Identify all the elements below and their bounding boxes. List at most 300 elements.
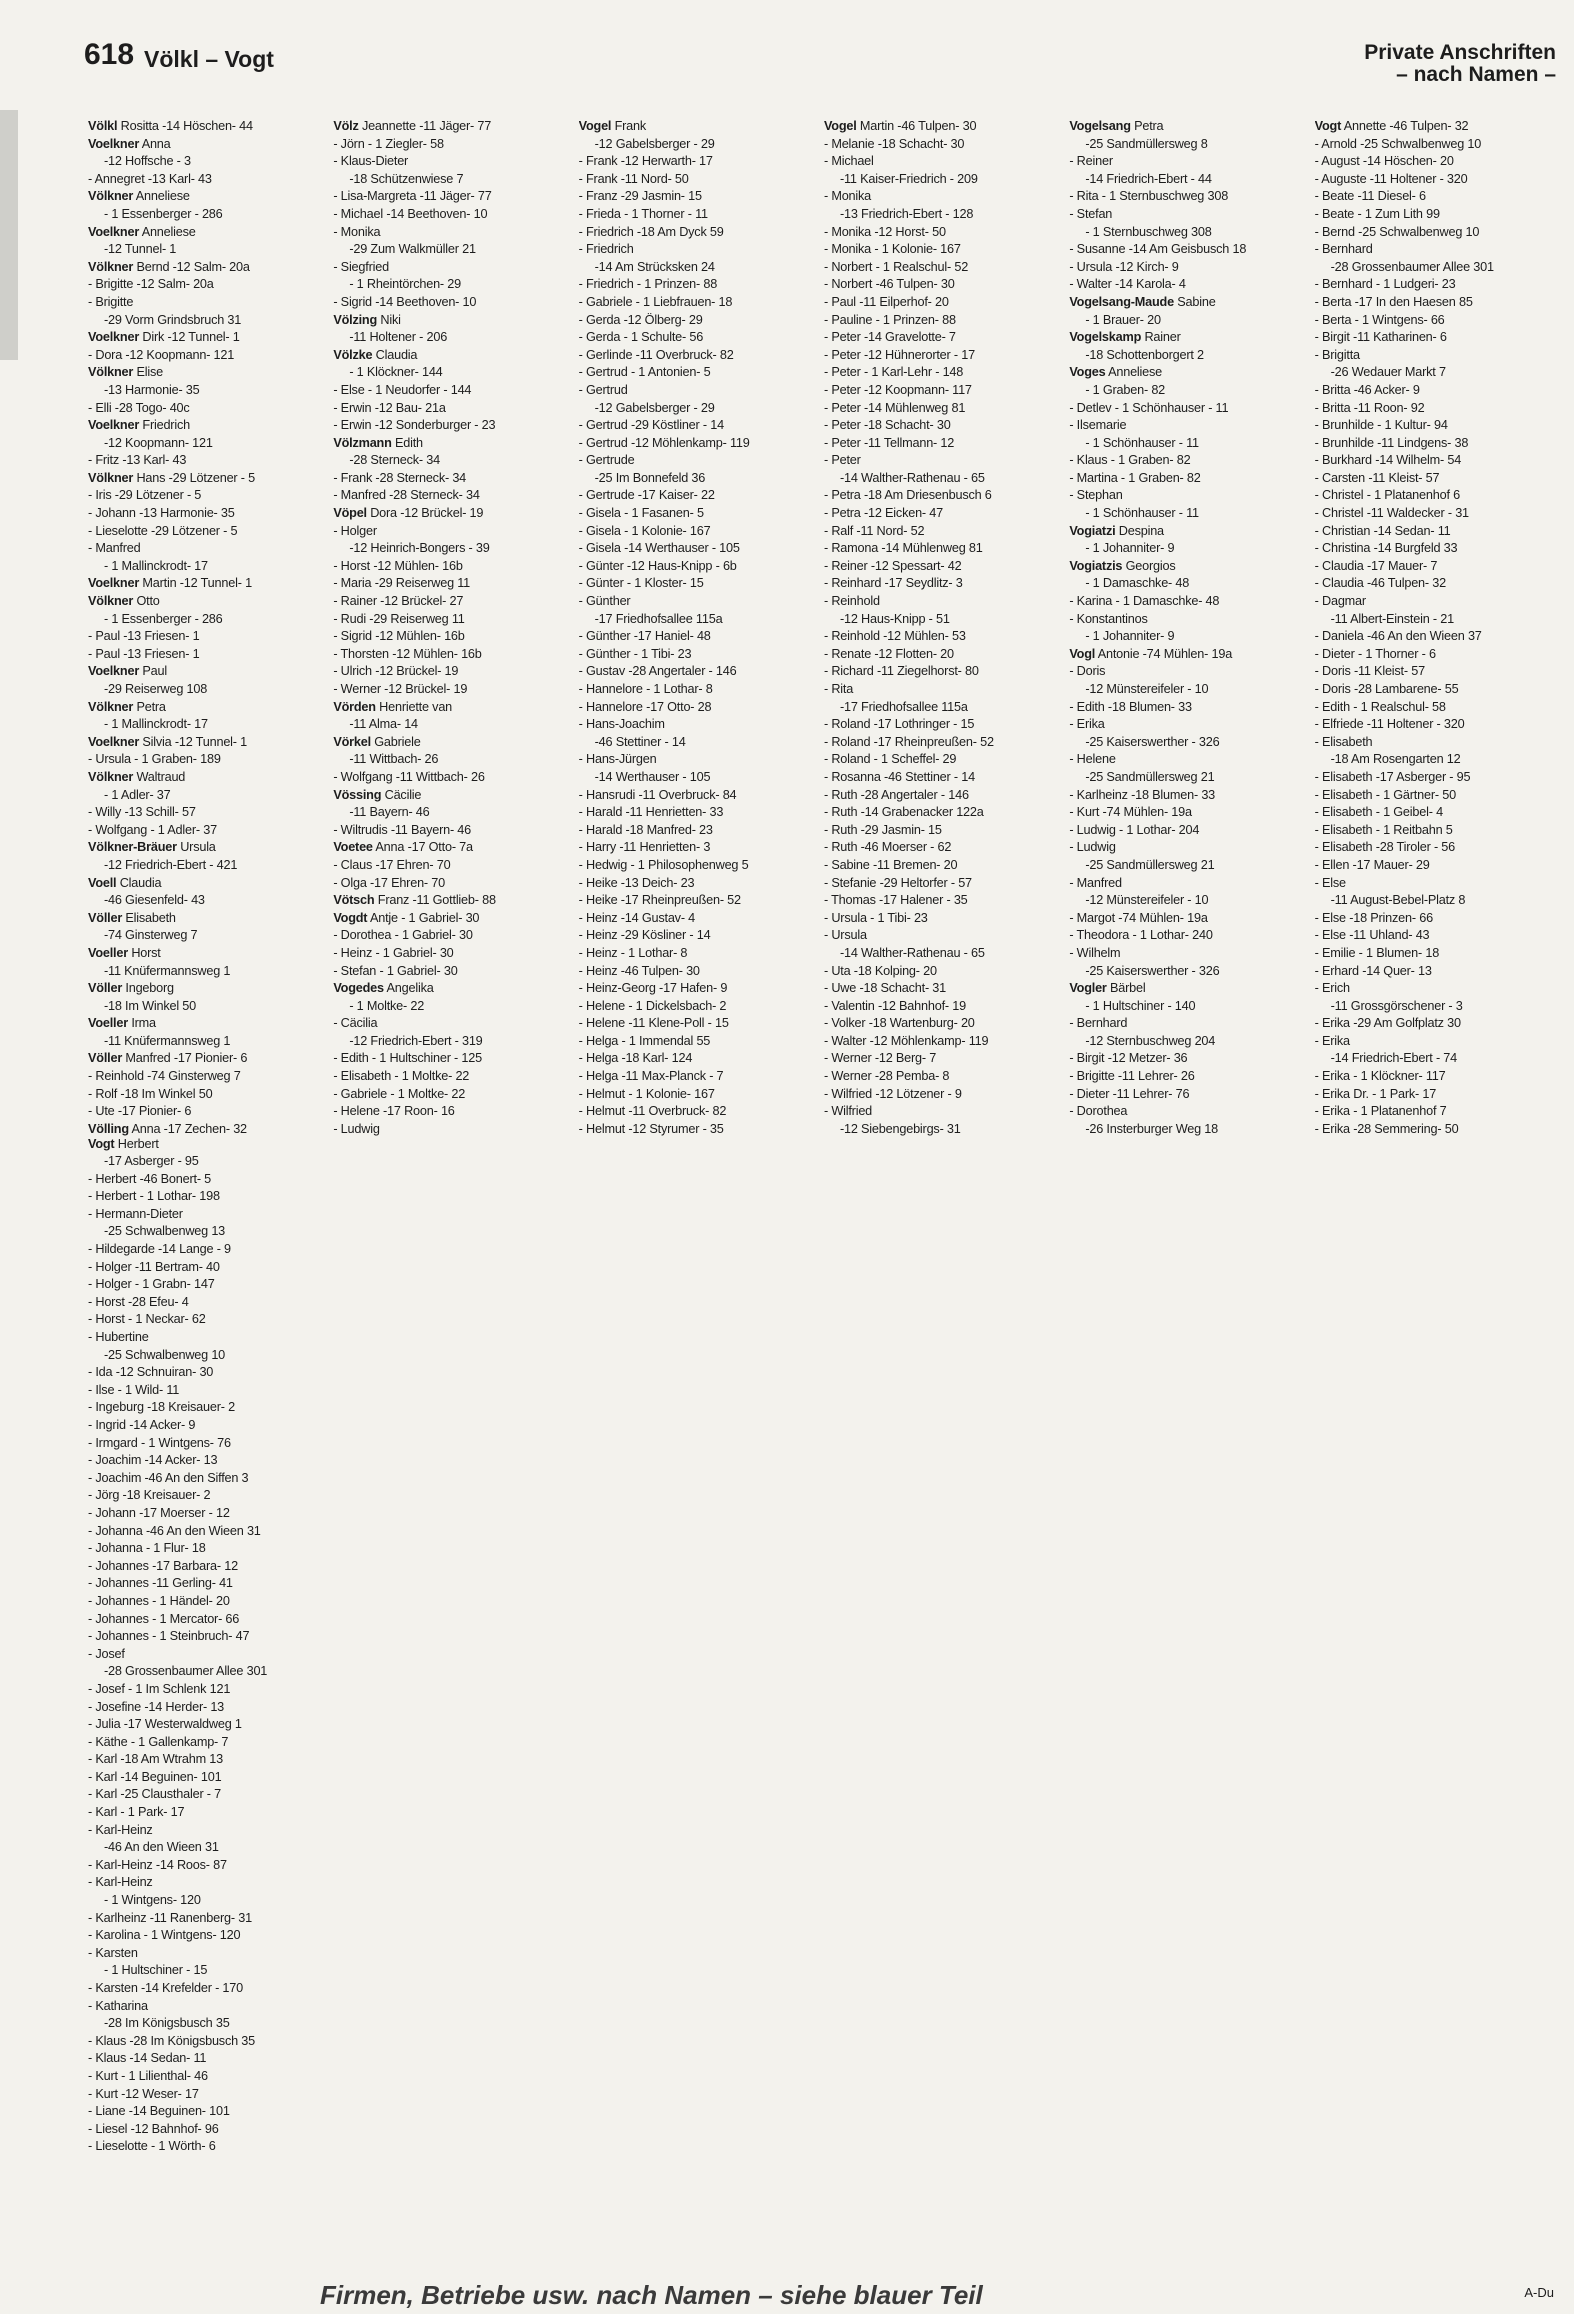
directory-entry xyxy=(1315,259,1550,277)
entry-text: Despina xyxy=(1118,523,1164,538)
entry-text: - August -14 Höschen- 20 xyxy=(1314,154,1454,169)
directory-entry xyxy=(88,1223,323,1241)
entry-text: - Irmgard - 1 Wintgens- 76 xyxy=(88,1435,231,1450)
entry-text: - Rudi -29 Reiserweg 11 xyxy=(333,611,465,626)
directory-entry xyxy=(579,1121,814,1136)
entry-text: - Karsten -14 Krefelder - 170 xyxy=(88,1981,243,1995)
entry-text: - Gerlinde -11 Overbruck- 82 xyxy=(578,347,734,362)
directory-entry xyxy=(1315,628,1550,646)
directory-entry xyxy=(579,839,814,857)
directory-entry xyxy=(579,558,814,576)
directory-entry xyxy=(88,1136,323,1154)
entry-text: - Britta -11 Roon- 92 xyxy=(1314,400,1425,415)
directory-entry xyxy=(88,312,323,330)
entry-text: Petra xyxy=(136,699,166,714)
directory-entry xyxy=(1315,998,1550,1016)
directory-entry xyxy=(1315,153,1550,171)
directory-entry xyxy=(88,206,323,224)
directory-entry xyxy=(88,1206,323,1224)
entry-text: - Peter -12 Hühnerorter - 17 xyxy=(823,347,975,362)
directory-entry xyxy=(333,329,568,347)
directory-entry xyxy=(1315,188,1550,206)
entry-text: - Helga - 1 Immendal 55 xyxy=(578,1033,711,1048)
entry-text: - Liesel -12 Bahnhof- 96 xyxy=(88,2121,219,2136)
surname: Voelkner xyxy=(88,224,140,239)
directory-entry xyxy=(88,1103,323,1121)
directory-entry xyxy=(1069,558,1304,576)
entry-text: - Burkhard -14 Wilhelm- 54 xyxy=(1314,453,1462,468)
entry-text: - Gertrude -17 Kaiser- 22 xyxy=(578,488,715,503)
entry-text: - Klaus-Dieter xyxy=(333,154,409,169)
entry-text: - Petra -18 Am Driesenbusch 6 xyxy=(823,488,992,503)
entry-text: -74 Ginsterweg 7 xyxy=(104,928,198,943)
directory-entry xyxy=(333,734,568,752)
entry-text: - Lieselotte - 1 Wörth- 6 xyxy=(88,2139,216,2153)
entry-text: - Doris -28 Lambarene- 55 xyxy=(1314,682,1459,696)
entry-text: -14 Am Strücksken 24 xyxy=(594,259,715,274)
entry-text: - Klaus -28 Im Königsbusch 35 xyxy=(88,2033,255,2048)
entry-text: - Johann -17 Moerser - 12 xyxy=(88,1505,230,1520)
entry-text: - Josef - 1 Im Schlenk 121 xyxy=(88,1681,231,1696)
entry-text: - Hermann-Dieter xyxy=(88,1206,183,1221)
entry-text: -28 Im Königsbusch 35 xyxy=(104,2016,230,2031)
directory-entry xyxy=(88,963,323,981)
entry-text: - Helene -17 Roon- 16 xyxy=(333,1104,455,1119)
directory-entry xyxy=(1315,400,1550,418)
entry-text: - Volker -18 Wartenburg- 20 xyxy=(823,1016,975,1031)
entry-text: - Johannes -17 Barbara- 12 xyxy=(88,1558,238,1573)
entry-text: - Ellen -17 Mauer- 29 xyxy=(1314,857,1430,872)
entry-text: - Manfred xyxy=(88,541,141,556)
entry-text: - Erich xyxy=(1314,981,1350,996)
entry-text: - Heinz -46 Tulpen- 30 xyxy=(578,963,700,978)
directory-entry xyxy=(579,417,814,435)
directory-entry xyxy=(824,945,1059,963)
directory-entry xyxy=(333,312,568,330)
entry-text: - Erika -28 Semmering- 50 xyxy=(1314,1121,1459,1136)
surname: Vörkel xyxy=(333,734,371,749)
directory-entry xyxy=(88,998,323,1016)
entry-text: - Peter -11 Tellmann- 12 xyxy=(823,435,955,450)
directory-entry xyxy=(88,1033,323,1051)
directory-entry xyxy=(88,1716,323,1734)
entry-text: - Josefine -14 Herder- 13 xyxy=(88,1699,225,1714)
directory-entry xyxy=(1315,716,1550,734)
directory-entry xyxy=(579,716,814,734)
entry-text: - Brigitta xyxy=(1314,347,1360,362)
directory-entry xyxy=(579,787,814,805)
directory-entry xyxy=(88,1435,323,1453)
entry-text: - Helene -11 Klene-Poll - 15 xyxy=(578,1016,729,1031)
entry-text: - Erwin -12 Bau- 21a xyxy=(333,400,446,415)
entry-text: Dora -12 Brückel- 19 xyxy=(370,506,484,521)
directory-entry xyxy=(1069,294,1304,312)
directory-entry xyxy=(88,1628,323,1646)
entry-text: - Peter xyxy=(823,453,861,468)
entry-text: - Iris -29 Lötzener - 5 xyxy=(88,488,202,503)
directory-entry xyxy=(333,663,568,681)
directory-entry xyxy=(1315,347,1550,365)
directory-entry xyxy=(579,1033,814,1051)
directory-entry xyxy=(1069,769,1304,787)
directory-entry xyxy=(333,927,568,945)
entry-text: - Erika - 1 Klöckner- 117 xyxy=(1314,1069,1446,1084)
directory-entry xyxy=(88,558,323,576)
entry-text: - Johanna - 1 Flur- 18 xyxy=(88,1541,206,1556)
directory-entry xyxy=(88,822,323,840)
entry-text: - Gertrud - 1 Antonien- 5 xyxy=(578,365,711,380)
entry-text: - Else -18 Prinzen- 66 xyxy=(1314,910,1433,925)
entry-text: - Johann -13 Harmonie- 35 xyxy=(88,506,235,521)
directory-entry xyxy=(1315,822,1550,840)
entry-text: -11 Knüfermannsweg 1 xyxy=(104,963,231,978)
entry-text: Irma xyxy=(131,1016,156,1031)
directory-entry xyxy=(88,1505,323,1523)
surname: Vössing xyxy=(333,787,382,802)
entry-text: - Helmut - 1 Kolonie- 167 xyxy=(578,1086,715,1101)
directory-entry xyxy=(88,646,323,664)
surname: Voelkner xyxy=(88,418,140,433)
entry-text: Cäcilie xyxy=(384,787,422,802)
entry-text: -25 Schwalbenweg 13 xyxy=(104,1224,226,1239)
directory-entry xyxy=(88,1347,323,1365)
directory-entry xyxy=(1069,927,1304,945)
directory-entry xyxy=(333,153,568,171)
directory-entry xyxy=(88,2121,323,2139)
directory-entry xyxy=(88,2068,323,2086)
entry-text: -18 Schottenborgert 2 xyxy=(1085,347,1204,362)
directory-entry xyxy=(1315,171,1550,189)
directory-entry xyxy=(824,892,1059,910)
entry-text: - Herbert -46 Bonert- 5 xyxy=(88,1171,212,1186)
surname: Völler xyxy=(88,910,123,925)
entry-text: - Else - 1 Neudorfer - 144 xyxy=(333,382,472,397)
surname: Völkner xyxy=(88,769,134,784)
directory-entry xyxy=(88,136,323,154)
directory-entry xyxy=(88,1382,323,1400)
directory-entry xyxy=(333,276,568,294)
entry-text: - Norbert - 1 Realschul- 52 xyxy=(823,259,969,274)
directory-entry xyxy=(333,1068,568,1086)
directory-entry xyxy=(88,1874,323,1892)
entry-text: -17 Friedhofsallee 115a xyxy=(839,699,968,714)
entry-text: - 1 Hultschiner - 15 xyxy=(104,1963,208,1978)
directory-entry xyxy=(1069,875,1304,893)
directory-entry xyxy=(1069,487,1304,505)
entry-text: - Michael xyxy=(823,154,874,169)
entry-text: - Wolfgang -11 Wittbach- 26 xyxy=(333,769,485,784)
entry-text: - 1 Essenberger - 286 xyxy=(104,206,223,221)
directory-entry xyxy=(579,171,814,189)
entry-text: - Wilhelm xyxy=(1069,945,1121,960)
directory-entry xyxy=(88,1839,323,1857)
entry-text: - Renate -12 Flotten- 20 xyxy=(823,646,954,661)
entry-text: - Günther -17 Haniel- 48 xyxy=(578,629,711,644)
entry-text: - Helmut -11 Overbruck- 82 xyxy=(578,1104,727,1119)
directory-entry xyxy=(1069,400,1304,418)
directory-entry xyxy=(579,1015,814,1033)
entry-text: - Ludwig - 1 Lothar- 204 xyxy=(1069,822,1200,837)
entry-text: -11 Bayern- 46 xyxy=(349,805,430,820)
entry-text: - Christina -14 Burgfeld 33 xyxy=(1314,541,1458,556)
entry-text: -25 Sandmüllersweg 21 xyxy=(1085,769,1215,784)
directory-entry xyxy=(824,118,1059,136)
entry-text: - Christel -11 Waldecker - 31 xyxy=(1314,506,1469,521)
directory-entry xyxy=(1315,663,1550,681)
entry-text: - Ursula - 1 Graben- 189 xyxy=(88,752,221,767)
directory-entry xyxy=(1315,751,1550,769)
directory-entry xyxy=(88,1540,323,1558)
entry-text: -11 August-Bebel-Platz 8 xyxy=(1330,893,1466,908)
entry-text: - Lisa-Margreta -11 Jäger- 77 xyxy=(333,189,492,204)
directory-entry xyxy=(579,136,814,154)
entry-text: - Rolf -18 Im Winkel 50 xyxy=(88,1086,213,1101)
directory-entry xyxy=(579,241,814,259)
directory-entry xyxy=(88,1751,323,1769)
directory-entry xyxy=(824,1086,1059,1104)
entry-text: - Peter -18 Schacht- 30 xyxy=(823,418,951,433)
directory-entry xyxy=(824,294,1059,312)
directory-entry xyxy=(1069,452,1304,470)
entry-text: Bernd -12 Salm- 20a xyxy=(136,259,250,274)
directory-entry xyxy=(1315,1103,1550,1121)
entry-text: - Brigitte -11 Lehrer- 26 xyxy=(1069,1069,1195,1084)
surname: Voelkner xyxy=(88,330,140,345)
entry-text: - Elli -28 Togo- 40c xyxy=(88,400,190,415)
entry-text: - Sigrid -12 Mühlen- 16b xyxy=(333,629,465,644)
directory-entry xyxy=(88,1927,323,1945)
directory-entry xyxy=(333,646,568,664)
directory-entry xyxy=(88,452,323,470)
entry-text: - Harald -18 Manfred- 23 xyxy=(578,822,713,837)
entry-text: - Ramona -14 Mühlenweg 81 xyxy=(823,541,983,556)
entry-text: - Britta -46 Acker- 9 xyxy=(1314,382,1420,397)
entry-text: - Uwe -18 Schacht- 31 xyxy=(823,981,947,996)
directory-entry xyxy=(88,1980,323,1998)
entry-text: - Johannes - 1 Steinbruch- 47 xyxy=(88,1629,250,1644)
directory-entry xyxy=(88,1681,323,1699)
directory-entry xyxy=(1315,1050,1550,1068)
directory-entry xyxy=(333,400,568,418)
entry-text: - Gertrud -12 Möhlenkamp- 119 xyxy=(578,435,750,450)
directory-entry xyxy=(824,1033,1059,1051)
entry-text: - Kurt -12 Weser- 17 xyxy=(88,2086,199,2101)
entry-text: - Michael -14 Beethoven- 10 xyxy=(333,206,488,221)
entry-text: - Rosanna -46 Stettiner - 14 xyxy=(823,769,975,784)
directory-entry xyxy=(333,1015,568,1033)
directory-entry xyxy=(579,734,814,752)
directory-entry xyxy=(824,646,1059,664)
directory-entry xyxy=(333,118,568,136)
entry-text: - 1 Schönhauser - 11 xyxy=(1085,506,1199,521)
directory-entry xyxy=(1315,294,1550,312)
entry-text: - Dieter -11 Lehrer- 76 xyxy=(1069,1086,1190,1101)
surname: Völkner xyxy=(88,365,134,380)
entry-text: - Ruth -28 Angertaler - 146 xyxy=(823,787,969,802)
entry-text: - Karl -18 Am Wtrahm 13 xyxy=(88,1752,223,1767)
directory-entry xyxy=(1315,241,1550,259)
entry-text: - Gerda - 1 Schulte- 56 xyxy=(578,330,704,345)
entry-text: -28 Grossenbaumer Allee 301 xyxy=(104,1664,268,1679)
entry-text: - Ida -12 Schnuiran- 30 xyxy=(88,1365,214,1380)
directory-entry xyxy=(824,927,1059,945)
directory-entry xyxy=(1069,857,1304,875)
directory-entry xyxy=(579,751,814,769)
directory-entry xyxy=(579,593,814,611)
entry-text: - Karl-Heinz xyxy=(88,1875,153,1890)
entry-text: - Ursula xyxy=(823,928,867,943)
entry-text: -46 Stettiner - 14 xyxy=(594,734,686,749)
entry-text: - Werner -12 Brückel- 19 xyxy=(333,682,468,696)
surname: Vogel xyxy=(823,119,857,133)
directory-entry xyxy=(1069,822,1304,840)
entry-text: - Gabriele - 1 Moltke- 22 xyxy=(333,1086,466,1101)
entry-text: - Hildegarde -14 Lange - 9 xyxy=(88,1242,231,1257)
directory-entry xyxy=(579,1086,814,1104)
directory-entry xyxy=(88,2033,323,2051)
directory-entry xyxy=(579,646,814,664)
entry-text: - Wilfried -12 Lötzener - 9 xyxy=(823,1086,962,1101)
entry-text: - 1 Mallinckrodt- 17 xyxy=(104,558,208,573)
directory-entry xyxy=(1315,364,1550,382)
entry-text: - Frank -12 Herwarth- 17 xyxy=(578,154,713,169)
entry-text: - Monika -12 Horst- 50 xyxy=(823,224,946,239)
directory-entry xyxy=(1069,118,1304,136)
entry-text: - Gisela -14 Werthauser - 105 xyxy=(578,541,740,556)
entry-text: - Hedwig - 1 Philosophenweg 5 xyxy=(578,857,749,872)
directory-entry xyxy=(824,1103,1059,1121)
directory-entry xyxy=(333,470,568,488)
directory-entry xyxy=(88,1646,323,1664)
entry-text: - 1 Graben- 82 xyxy=(1085,382,1166,397)
surname: Voelkner xyxy=(88,576,140,591)
directory-column xyxy=(88,1136,323,2154)
entry-text: Anna -17 Zechen- 32 xyxy=(131,1121,247,1136)
entry-text: - Roland - 1 Scheffel- 29 xyxy=(823,752,957,767)
entry-text: - Karlheinz -18 Blumen- 33 xyxy=(1069,787,1216,802)
directory-entry xyxy=(1069,593,1304,611)
entry-text: - Hans-Joachim xyxy=(578,717,665,732)
entry-text: -12 Hoffsche - 3 xyxy=(104,154,191,169)
surname: Völkner-Bräuer xyxy=(88,840,177,855)
directory-entry xyxy=(824,435,1059,453)
directory-entry xyxy=(824,839,1059,857)
directory-entry xyxy=(824,382,1059,400)
entry-text: - Wiltrudis -11 Bayern- 46 xyxy=(333,822,472,837)
directory-entry xyxy=(88,224,323,242)
entry-text: - Ilse - 1 Wild- 11 xyxy=(88,1382,180,1397)
directory-entry xyxy=(1069,540,1304,558)
directory-entry xyxy=(88,1892,323,1910)
entry-text: -26 Wedauer Markt 7 xyxy=(1330,365,1446,380)
surname: Völkner xyxy=(88,470,134,485)
entry-text: -17 Asberger - 95 xyxy=(104,1154,199,1169)
entry-text: - Günther - 1 Tibi- 23 xyxy=(578,646,692,661)
entry-text: - Günter - 1 Kloster- 15 xyxy=(578,576,704,591)
entry-text: - Erika xyxy=(1314,1033,1350,1048)
directory-entry xyxy=(1069,963,1304,981)
entry-text: - Martina - 1 Graben- 82 xyxy=(1069,470,1201,485)
entry-text: - Gertrud xyxy=(578,382,628,397)
entry-text: - Manfred xyxy=(1069,875,1122,890)
directory-entry xyxy=(88,839,323,857)
entry-text: - Claudia -46 Tulpen- 32 xyxy=(1314,576,1446,591)
entry-text: -12 Tunnel- 1 xyxy=(104,242,177,257)
surname: Vogiatzis xyxy=(1069,558,1123,573)
directory-entry xyxy=(88,1364,323,1382)
entry-text: - Harald -11 Henrietten- 33 xyxy=(578,805,724,820)
entry-text: -12 Münstereifeler - 10 xyxy=(1085,682,1209,696)
entry-text: - Joachim -46 An den Siffen 3 xyxy=(88,1470,249,1485)
entry-text: - Paul -11 Eilperhof- 20 xyxy=(823,294,949,309)
entry-text: -12 Koopmann- 121 xyxy=(104,435,213,450)
directory-entry xyxy=(579,857,814,875)
surname: Vogel xyxy=(578,119,612,133)
directory-entry xyxy=(333,1086,568,1104)
directory-entry xyxy=(88,751,323,769)
directory-entry xyxy=(1069,1050,1304,1068)
entry-text: - Monika - 1 Kolonie- 167 xyxy=(823,242,961,257)
directory-entry xyxy=(333,558,568,576)
entry-text: - Reinhold xyxy=(823,594,880,609)
surname: Völler xyxy=(88,981,123,996)
entry-text: Anna -17 Otto- 7a xyxy=(375,840,473,855)
entry-text: - Pauline - 1 Prinzen- 88 xyxy=(823,312,956,327)
entry-text: - Johannes - 1 Mercator- 66 xyxy=(88,1611,240,1626)
entry-text: - Uta -18 Kolping- 20 xyxy=(823,963,937,978)
directory-entry xyxy=(1315,892,1550,910)
entry-text: - 1 Sternbuschweg 308 xyxy=(1085,224,1212,239)
directory-entry xyxy=(579,575,814,593)
entry-text: - Berta - 1 Wintgens- 66 xyxy=(1314,312,1445,327)
directory-entry xyxy=(88,1804,323,1822)
entry-text: - Hans-Jürgen xyxy=(578,752,657,767)
entry-text: - Horst -12 Mühlen- 16b xyxy=(333,558,463,573)
directory-entry xyxy=(88,1487,323,1505)
directory-entry xyxy=(88,1734,323,1752)
directory-entry xyxy=(1069,787,1304,805)
entry-text: - 1 Brauer- 20 xyxy=(1085,312,1161,327)
directory-entry xyxy=(88,1015,323,1033)
directory-entry xyxy=(824,523,1059,541)
entry-text: -12 Friedrich-Ebert - 421 xyxy=(104,857,238,872)
surname: Vötsch xyxy=(333,893,375,908)
surname: Voeller xyxy=(88,1016,128,1031)
directory-entry xyxy=(1069,646,1304,664)
entry-text: - Herbert - 1 Lothar- 198 xyxy=(88,1189,220,1204)
entry-text: - Dorothea xyxy=(1069,1104,1128,1119)
entry-text: - Auguste -11 Holtener - 320 xyxy=(1314,171,1468,186)
entry-text: - Holger - 1 Grabn- 147 xyxy=(88,1277,215,1292)
entry-text: - Johannes - 1 Händel- 20 xyxy=(88,1593,230,1608)
directory-entry xyxy=(824,188,1059,206)
directory-entry xyxy=(1315,224,1550,242)
entry-text: - Ruth -14 Grabenacker 122a xyxy=(823,805,984,820)
directory-entry xyxy=(1315,963,1550,981)
entry-text: - Else xyxy=(1314,875,1346,890)
directory-entry xyxy=(579,312,814,330)
entry-text: - Werner -28 Pemba- 8 xyxy=(823,1069,950,1084)
directory-entry xyxy=(1069,364,1304,382)
directory-entry xyxy=(579,224,814,242)
entry-text: - Helene - 1 Dickelsbach- 2 xyxy=(578,998,727,1013)
directory-entry xyxy=(1315,839,1550,857)
surname: Völkl xyxy=(88,119,118,133)
directory-entry xyxy=(824,980,1059,998)
directory-entry xyxy=(1069,751,1304,769)
directory-entry xyxy=(88,1611,323,1629)
surname: Völzmann xyxy=(333,435,392,450)
